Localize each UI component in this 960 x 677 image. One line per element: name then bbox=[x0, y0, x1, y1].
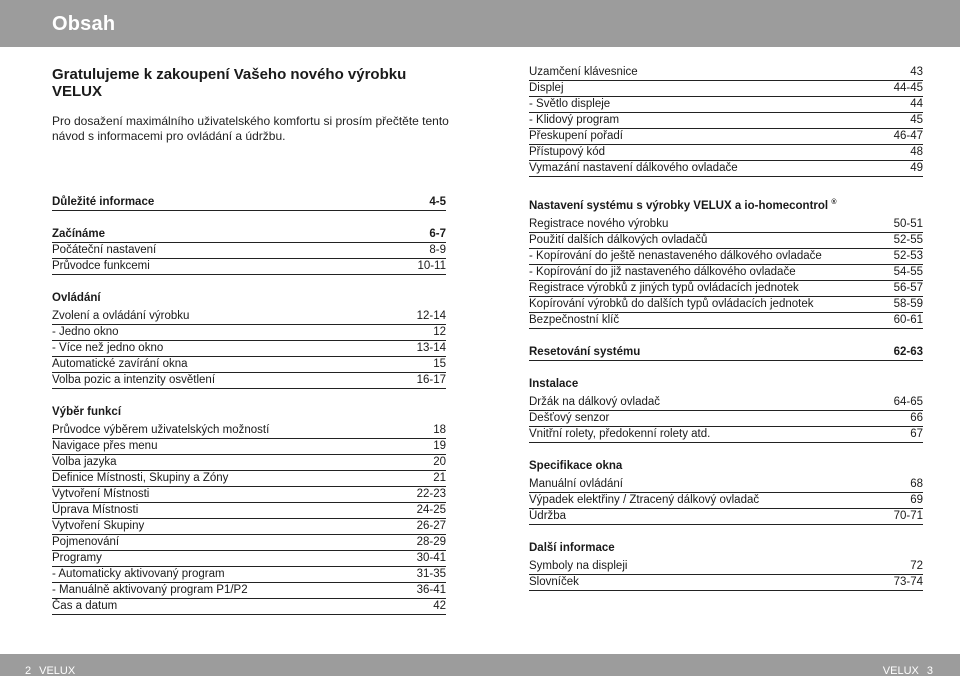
toc-entry-label: Slovníček bbox=[529, 576, 579, 588]
toc-entry-page: 43 bbox=[910, 66, 923, 78]
intro-text-line2: návod s informacemi pro ovládání a údržbu. bbox=[52, 129, 286, 143]
toc-entry-label: Vytvoření Skupiny bbox=[52, 520, 145, 532]
toc-entry-label: Programy bbox=[52, 552, 102, 564]
toc-entry-page: 19 bbox=[433, 440, 446, 452]
toc-entry-page: 46-47 bbox=[893, 130, 923, 142]
toc-entry-label: Vymazání nastavení dálkového ovladače bbox=[529, 162, 738, 174]
toc-entry-page: 28-29 bbox=[416, 536, 446, 548]
toc-entry-page: 42 bbox=[433, 600, 446, 612]
toc-entry[interactable] bbox=[529, 313, 923, 329]
toc-entry-label: Displej bbox=[529, 82, 564, 94]
toc-entry-label: Definice Místnosti, Skupiny a Zóny bbox=[52, 472, 229, 484]
toc-entry[interactable] bbox=[529, 297, 923, 313]
footer-left bbox=[25, 658, 75, 677]
toc-entry-page: 73-74 bbox=[893, 576, 923, 588]
intro-text bbox=[52, 114, 452, 144]
section-title: Výběr funkcí bbox=[52, 406, 122, 418]
footer-brand-right: VELUX bbox=[882, 665, 919, 677]
toc-entry-label: Symboly na displeji bbox=[529, 560, 628, 572]
toc-entry-label: - Kopírování do ještě nenastaveného dálkového ovladače bbox=[529, 250, 822, 262]
toc-entry[interactable] bbox=[52, 227, 446, 243]
toc-entry[interactable] bbox=[52, 455, 446, 471]
registered-mark: ® bbox=[831, 199, 837, 207]
section-title: Instalace bbox=[529, 378, 579, 390]
toc-entry-page: 15 bbox=[433, 358, 446, 370]
toc-entry-label: Pojmenování bbox=[52, 536, 120, 548]
toc-entry-label: Vytvoření Místnosti bbox=[52, 488, 150, 500]
toc-entry-label: Přístupový kód bbox=[529, 146, 606, 158]
toc-entry-label: Průvodce výběrem uživatelských možností bbox=[52, 424, 270, 436]
toc-entry[interactable] bbox=[529, 161, 923, 177]
toc-entry[interactable] bbox=[529, 477, 923, 493]
intro-text-line1: Pro dosažení maximálního uživatelského komfortu si prosím přečtěte tento bbox=[52, 114, 449, 128]
intro-heading-line1: Gratulujeme k zakoupení Vašeho nového výrobku bbox=[52, 66, 407, 83]
toc-entry-label: Důležité informace bbox=[52, 196, 155, 208]
toc-entry-page: 72 bbox=[910, 560, 923, 572]
toc-entry[interactable] bbox=[52, 243, 446, 259]
toc-entry-label: Zvolení a ovládání výrobku bbox=[52, 310, 190, 322]
toc-entry-label: Bezpečnostní klíč bbox=[529, 314, 620, 326]
section-title bbox=[529, 199, 923, 214]
toc-entry[interactable] bbox=[52, 551, 446, 567]
toc-entry-page: 26-27 bbox=[416, 520, 446, 532]
page-number-right: 3 bbox=[926, 665, 933, 677]
footer-bar bbox=[0, 654, 960, 676]
toc-entry-label: Údržba bbox=[529, 510, 567, 522]
toc-entry-page: 30-41 bbox=[416, 552, 446, 564]
toc-entry-label: Volba pozic a intenzity osvětlení bbox=[52, 374, 216, 386]
toc-entry[interactable] bbox=[529, 217, 923, 233]
toc-entry[interactable] bbox=[529, 81, 923, 97]
toc-entry-page: 62-63 bbox=[893, 346, 923, 358]
toc-entry[interactable] bbox=[52, 471, 446, 487]
toc-entry[interactable] bbox=[529, 493, 923, 509]
footer-brand-left: VELUX bbox=[39, 665, 76, 677]
toc-entry-page: 69 bbox=[910, 494, 923, 506]
toc-entry-label: Volba jazyka bbox=[52, 456, 117, 468]
section-title: Ovládání bbox=[52, 292, 101, 304]
intro-heading bbox=[52, 66, 452, 100]
toc-entry-label: Vnitřní rolety, předokenní rolety atd. bbox=[529, 428, 711, 440]
toc-entry-label: Úprava Místnosti bbox=[52, 504, 139, 516]
toc-entry-page: 12-14 bbox=[416, 310, 446, 322]
toc-entry[interactable] bbox=[52, 259, 446, 275]
toc-entry-page: 10-11 bbox=[417, 260, 446, 272]
toc-entry-label: Manuální ovládání bbox=[529, 478, 623, 490]
toc-entry-label: Začínáme bbox=[52, 228, 106, 240]
toc-entry-label: Výpadek elektřiny / Ztracený dálkový ovladač bbox=[529, 494, 760, 506]
toc-entry-page: 60-61 bbox=[893, 314, 923, 326]
header-bar bbox=[0, 0, 960, 47]
toc-entry[interactable] bbox=[52, 341, 446, 357]
toc-entry-page: 44 bbox=[910, 98, 923, 110]
toc-entry-label: Automatické zavírání okna bbox=[52, 358, 188, 370]
toc-entry-page: 49 bbox=[910, 162, 923, 174]
toc-entry-label: Čas a datum bbox=[52, 600, 118, 612]
page-number-left: 2 bbox=[25, 665, 32, 677]
toc-entry[interactable] bbox=[529, 395, 923, 411]
toc-entry-label: - Klidový program bbox=[529, 114, 620, 126]
toc-right-column bbox=[529, 65, 923, 591]
toc-entry-page: 54-55 bbox=[893, 266, 923, 278]
toc-entry[interactable] bbox=[529, 575, 923, 591]
footer-right bbox=[883, 658, 933, 677]
toc-entry-page: 64-65 bbox=[893, 396, 923, 408]
toc-entry-label: - Světlo displeje bbox=[529, 98, 611, 110]
toc-entry[interactable] bbox=[52, 309, 446, 325]
toc-entry[interactable] bbox=[529, 129, 923, 145]
toc-entry[interactable] bbox=[52, 535, 446, 551]
toc-entry-page: 58-59 bbox=[893, 298, 923, 310]
toc-entry-label: Registrace výrobků z jiných typů ovládacích jednotek bbox=[529, 282, 799, 294]
toc-entry-page: 22-23 bbox=[416, 488, 446, 500]
toc-entry-label: Dešťový senzor bbox=[529, 412, 610, 424]
toc-entry-page: 8-9 bbox=[429, 244, 446, 256]
toc-entry[interactable] bbox=[52, 325, 446, 341]
toc-entry[interactable] bbox=[52, 519, 446, 535]
toc-entry[interactable] bbox=[52, 487, 446, 503]
toc-entry[interactable] bbox=[529, 281, 923, 297]
toc-entry-page: 70-71 bbox=[893, 510, 923, 522]
toc-left-column bbox=[52, 195, 446, 615]
toc-entry-page: 16-17 bbox=[416, 374, 446, 386]
toc-entry-page: 50-51 bbox=[893, 218, 923, 230]
toc-entry-page: 52-55 bbox=[893, 234, 923, 246]
page-title: Obsah bbox=[52, 13, 116, 35]
toc-entry-page: 24-25 bbox=[416, 504, 446, 516]
toc-entry-label: Použití dalších dálkových ovladačů bbox=[529, 234, 708, 246]
toc-entry-page: 56-57 bbox=[893, 282, 923, 294]
toc-entry-label: - Kopírování do již nastaveného dálkového ovladače bbox=[529, 266, 796, 278]
toc-entry-label: Kopírování výrobků do dalších typů ovládacích jednotek bbox=[529, 298, 814, 310]
toc-entry[interactable] bbox=[529, 509, 923, 525]
intro-heading-line2: VELUX bbox=[52, 83, 103, 100]
toc-entry[interactable] bbox=[529, 249, 923, 265]
section-title-text: Nastavení systému s výrobky VELUX a io-homecontrol bbox=[529, 200, 829, 212]
toc-entry[interactable] bbox=[529, 65, 923, 81]
toc-entry[interactable] bbox=[529, 265, 923, 281]
toc-entry-page: 4-5 bbox=[429, 196, 446, 208]
toc-entry-label: - Automaticky aktivovaný program bbox=[52, 568, 225, 580]
toc-entry-label: Držák na dálkový ovladač bbox=[529, 396, 661, 408]
toc-entry[interactable] bbox=[52, 503, 446, 519]
toc-entry-label: Přeskupení pořadí bbox=[529, 130, 623, 142]
toc-entry-page: 67 bbox=[910, 428, 923, 440]
toc-entry-page: 21 bbox=[433, 472, 446, 484]
toc-entry[interactable] bbox=[52, 357, 446, 373]
toc-entry-page: 36-41 bbox=[416, 584, 446, 596]
toc-entry[interactable] bbox=[529, 411, 923, 427]
toc-entry[interactable] bbox=[52, 583, 446, 599]
toc-entry[interactable] bbox=[52, 195, 446, 211]
toc-entry[interactable] bbox=[52, 567, 446, 583]
toc-entry[interactable] bbox=[529, 233, 923, 249]
intro-block bbox=[52, 66, 452, 144]
toc-entry-page: 18 bbox=[433, 424, 446, 436]
toc-entry[interactable] bbox=[52, 423, 446, 439]
toc-entry-page: 45 bbox=[910, 114, 923, 126]
toc-entry-label: Uzamčení klávesnice bbox=[529, 66, 638, 78]
toc-entry-page: 68 bbox=[910, 478, 923, 490]
section-title: Další informace bbox=[529, 542, 615, 554]
toc-entry-label: Registrace nového výrobku bbox=[529, 218, 669, 230]
toc-entry-page: 20 bbox=[433, 456, 446, 468]
toc-entry[interactable] bbox=[529, 559, 923, 575]
toc-entry[interactable] bbox=[529, 97, 923, 113]
toc-entry-label: Počáteční nastavení bbox=[52, 244, 157, 256]
toc-entry-label: - Více než jedno okno bbox=[52, 342, 164, 354]
toc-entry-label: Navigace přes menu bbox=[52, 440, 158, 452]
toc-entry-page: 13-14 bbox=[416, 342, 446, 354]
toc-entry-label: Resetování systému bbox=[529, 346, 641, 358]
toc-entry-page: 6-7 bbox=[429, 228, 446, 240]
toc-entry-page: 12 bbox=[433, 326, 446, 338]
toc-entry[interactable] bbox=[529, 145, 923, 161]
toc-entry-page: 31-35 bbox=[416, 568, 446, 580]
toc-entry[interactable] bbox=[52, 373, 446, 389]
toc-entry[interactable] bbox=[529, 113, 923, 129]
toc-entry-page: 44-45 bbox=[893, 82, 923, 94]
toc-entry[interactable] bbox=[52, 599, 446, 615]
section-title: Specifikace okna bbox=[529, 460, 623, 472]
toc-entry-page: 66 bbox=[910, 412, 923, 424]
toc-entry-label: - Manuálně aktivovaný program P1/P2 bbox=[52, 584, 248, 596]
toc-entry[interactable] bbox=[52, 439, 446, 455]
toc-entry-page: 48 bbox=[910, 146, 923, 158]
toc-entry-label: Průvodce funkcemi bbox=[52, 260, 150, 272]
toc-entry[interactable] bbox=[529, 427, 923, 443]
toc-entry-label: - Jedno okno bbox=[52, 326, 119, 338]
toc-entry[interactable] bbox=[529, 345, 923, 361]
toc-entry-page: 52-53 bbox=[893, 250, 923, 262]
